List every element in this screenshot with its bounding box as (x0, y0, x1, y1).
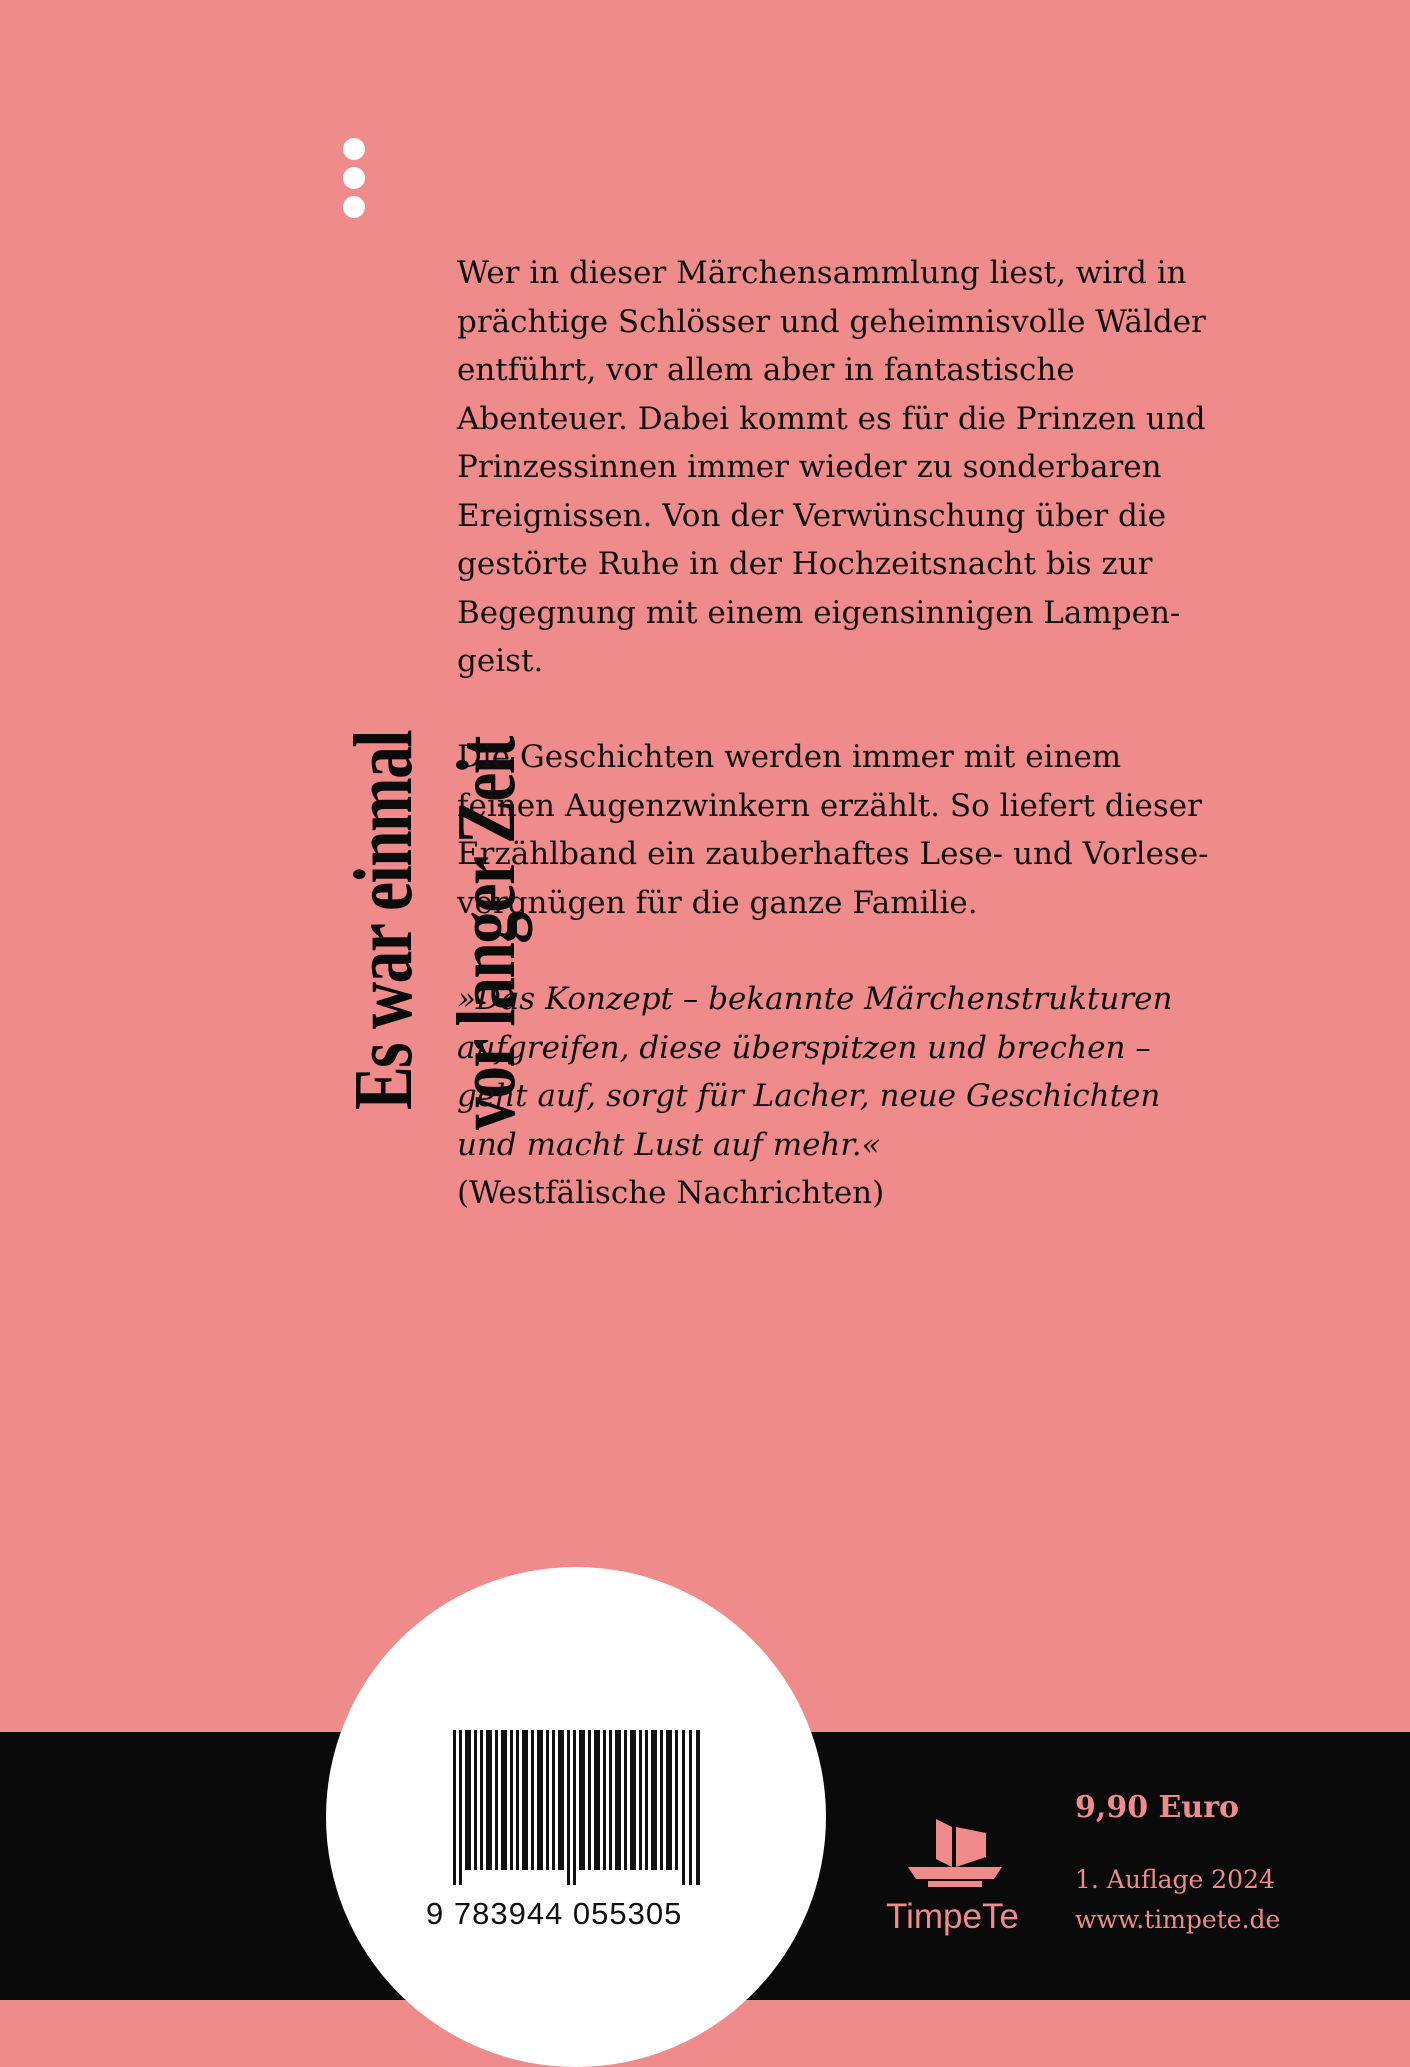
book-ship-logo-icon (900, 1817, 1010, 1897)
edition: 1. Auflage 2024 (1075, 1865, 1275, 1894)
barcode-icon (453, 1730, 703, 1885)
quote-source: (Westfälische Nachrichten) (457, 1175, 885, 1211)
blurb-paragraph-2: Die Geschichten werden immer mit einem feinen Augenzwinkern erzählt. So liefert dieser Erzählband ein zauberhaftes Lese- und Vorlese-vergnügen für die ganze Familie. (457, 739, 1209, 921)
website-link[interactable]: www.timpete.de (1075, 1905, 1281, 1934)
title-line-1: Es war einmal (337, 731, 430, 1110)
review-quote: »Das Konzept – bekannte Märchenstrukturen aufgreifen, diese überspitzen und brechen – geht auf, sorgt für Lacher, neue Geschichten und macht Lust auf mehr.« (457, 981, 1173, 1163)
vertical-title (150, 250, 533, 1130)
blurb-paragraph-1: Wer in dieser Märchensammlung liest, wird in prächtige Schlösser und geheimnisvolle Wälder entführt, vor allem aber in fantastische Abenteuer. Dabei kommt es für die Prinzen und Prinzessinnen immer wieder zu sonderbaren Ereignissen. Von der Verwünschung über die gestörte Ruhe in der Hochzeitsnacht bis zur Begegnung mit einem eigensinnigen Lampen-geist. (457, 255, 1206, 679)
isbn-number: 9 783944 055305 (426, 1896, 683, 1931)
title-line-2: vor langer Zeit (440, 737, 533, 1130)
ellipsis-dots-icon (340, 138, 370, 218)
price: 9,90 Euro (1075, 1790, 1240, 1825)
publisher-name: TimpeTe (886, 1897, 1019, 1936)
